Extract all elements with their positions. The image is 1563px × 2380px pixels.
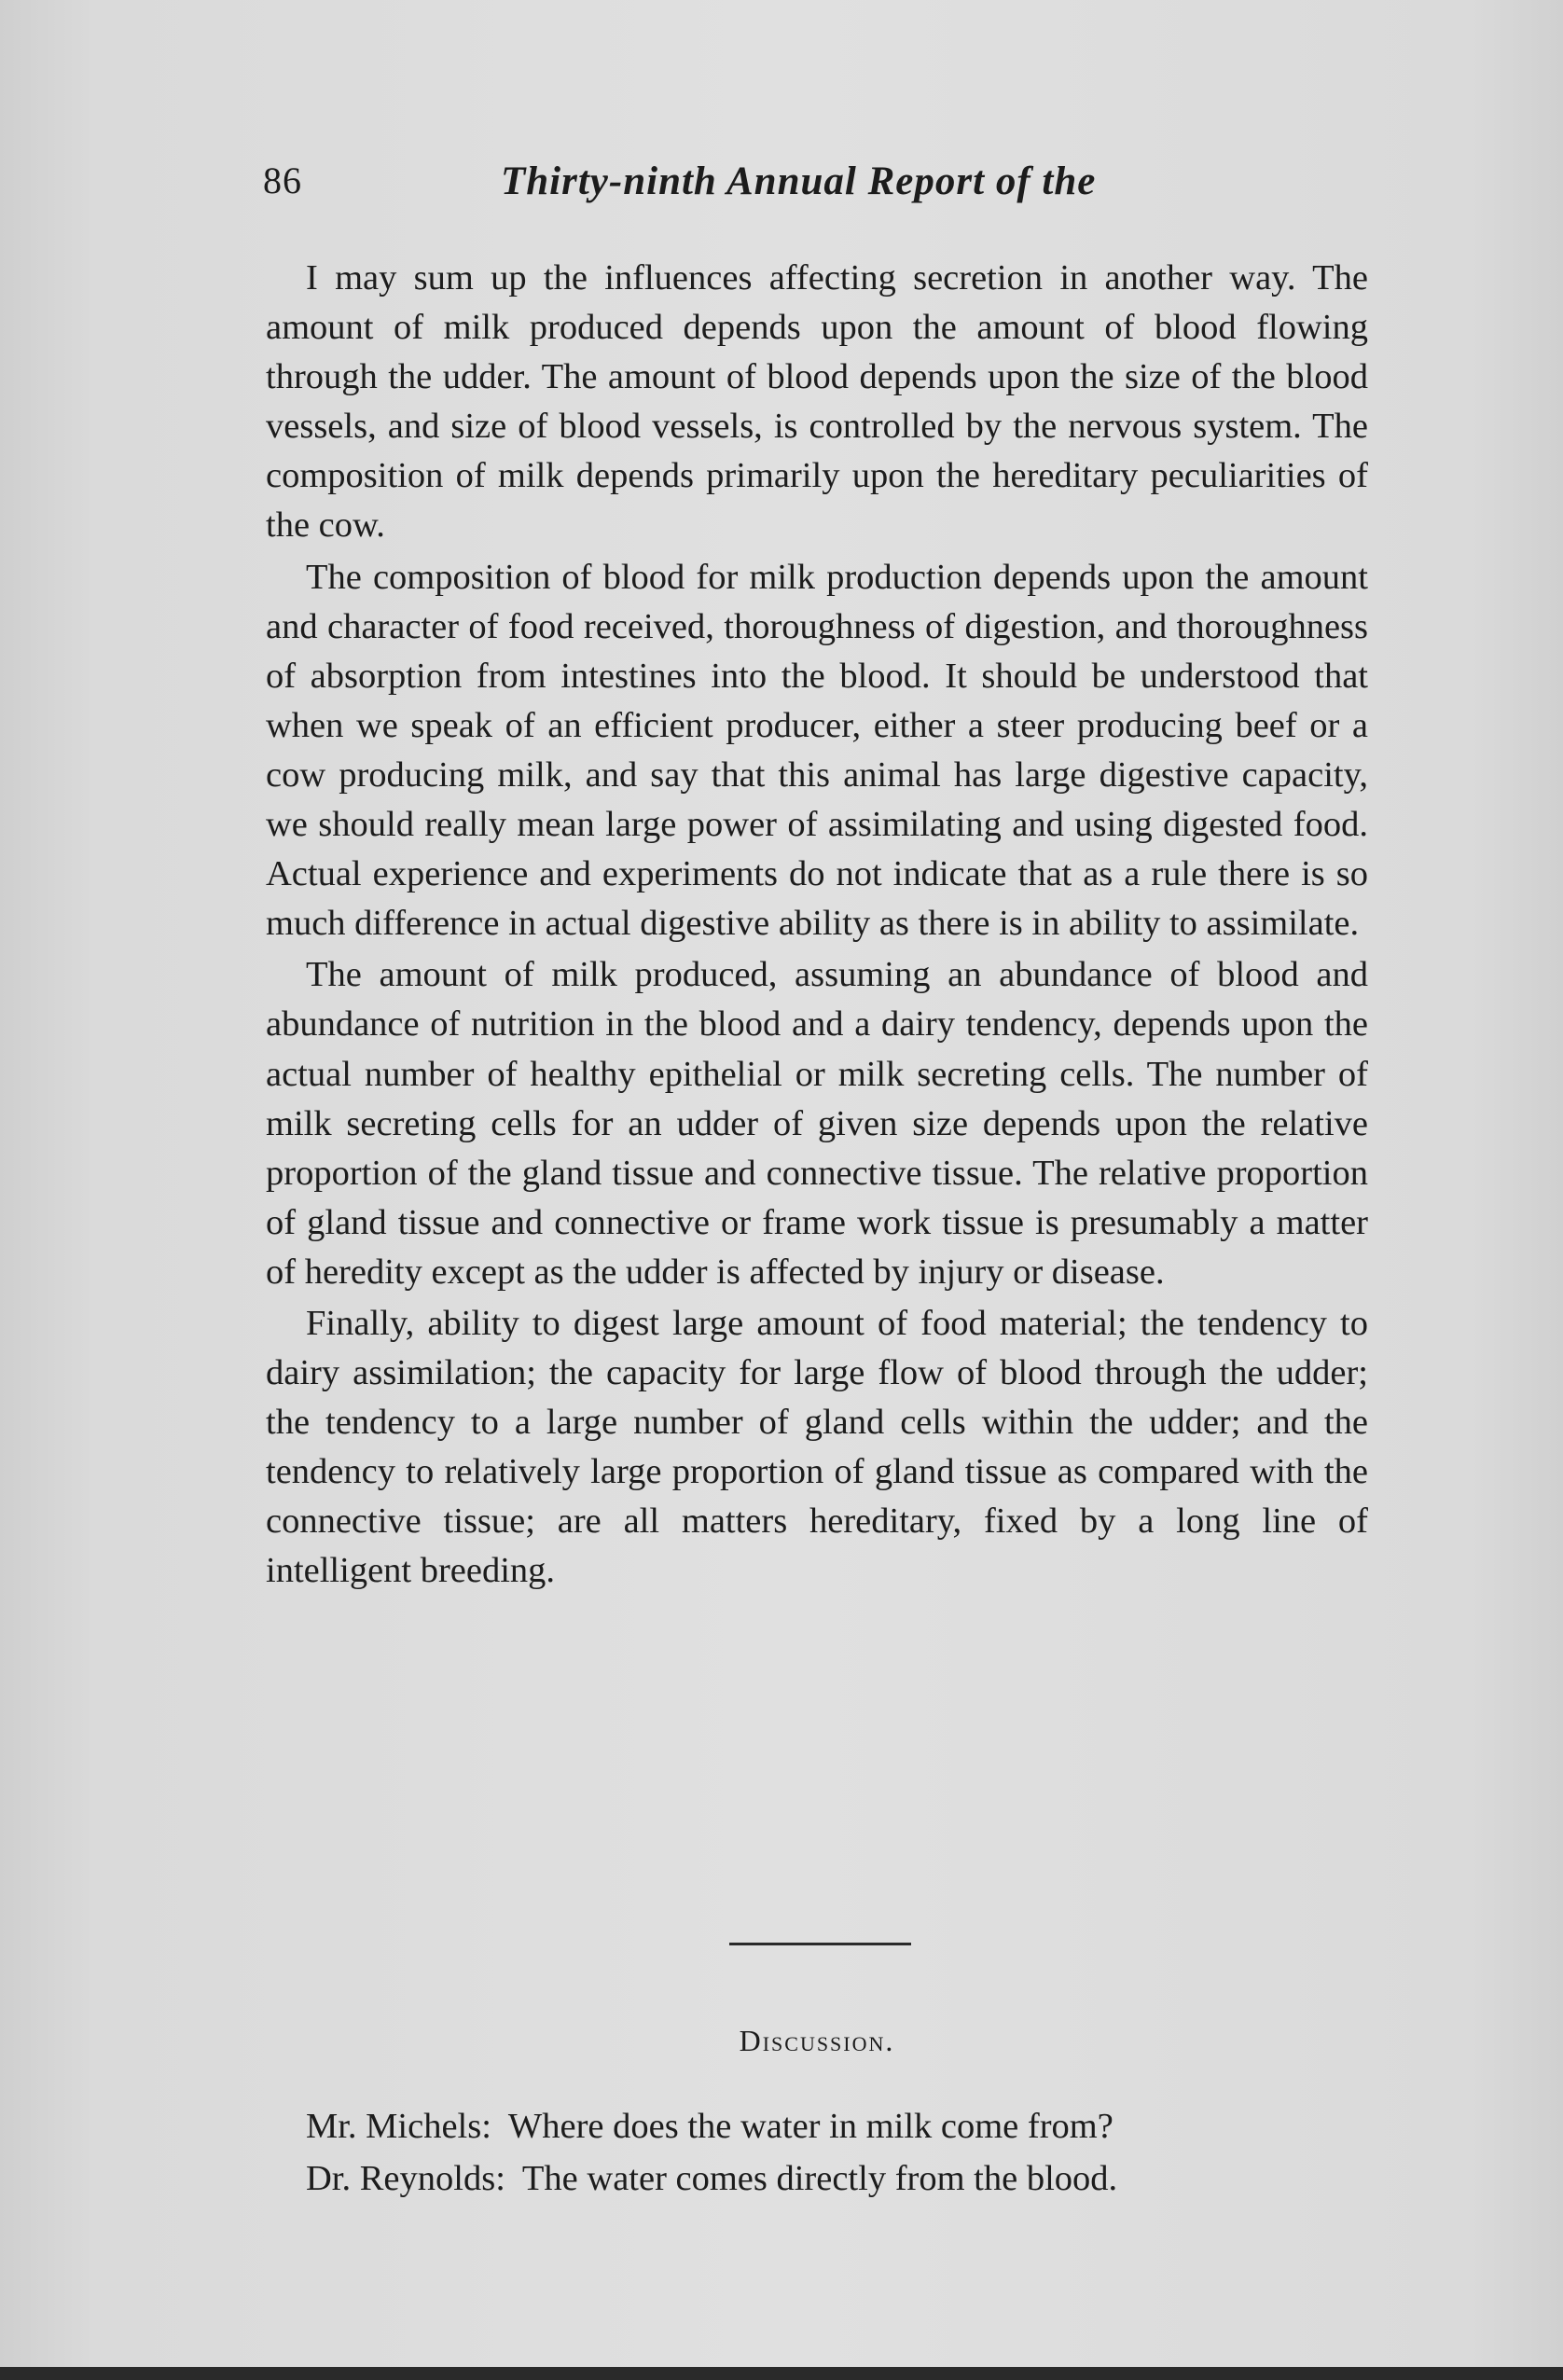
dialogue-line [266, 2100, 1368, 2152]
discussion-dialogue [266, 2100, 1368, 2205]
paragraph: The amount of milk produced, assuming an abundance of blood and abundance of nutrition in the blood and a dairy tendency, depends upon the actual number of healthy epithelial or milk secreting cells. The number of milk secreting cells for an udder of given size depends upon the relative proportion of the gland tissue and connective tissue. The relative proportion of gland tissue and connective or frame work tissue is presumably a matter of heredity except as the udder is affected by injury or disease. [266, 955, 1368, 1292]
speaker-name: Mr. Michels: [306, 2107, 491, 2146]
page-header [263, 149, 1368, 214]
paragraph: The composition of blood for milk production depends upon the amount and character of food received, thoroughness of digestion, and thoroughness of absorption from intestines into the blood. It should be understood that when we speak of an efficient producer, either a steer producing beef or a cow producing milk, and say that this animal has large digestive capacity, we should really mean large power of assimilating and using digested food. Actual experience and experiments do not indicate that as a rule there is so much difference in actual digestive ability as there is in ability to assimilate. [266, 557, 1368, 944]
body-text [266, 254, 1368, 1598]
discussion-heading: Discussion. [739, 2024, 895, 2057]
page-number: 86 [263, 159, 302, 201]
speaker-name: Dr. Reynolds: [306, 2159, 505, 2198]
scan-bottom-edge [0, 2367, 1563, 2380]
dialogue-line [266, 2152, 1368, 2205]
section-divider [729, 1943, 911, 1945]
paragraph: I may sum up the influences affecting secretion in another way. The amount of milk produced depends upon the amount of blood flowing through the udder. The amount of blood depends upon the size of the blood vessels, and size of blood vessels, is controlled by the nervous system. The composition of milk depends primarily upon the hereditary peculiarities of the cow. [266, 258, 1368, 546]
speech-text: The water comes directly from the blood. [521, 2159, 1118, 2198]
speech-text: Where does the water in milk come from? [507, 2107, 1113, 2146]
paragraph: Finally, ability to digest large amount of food material; the tendency to dairy assimilation; the capacity for large flow of blood through the udder; the tendency to a large number of gland cells within the udder; and the tendency to relatively large proportion of gland tissue as compared with the connective tissue; are all matters hereditary, fixed by a long line of intelligent breeding. [266, 1303, 1368, 1591]
running-head: Thirty-ninth Annual Report of the [501, 159, 1097, 203]
